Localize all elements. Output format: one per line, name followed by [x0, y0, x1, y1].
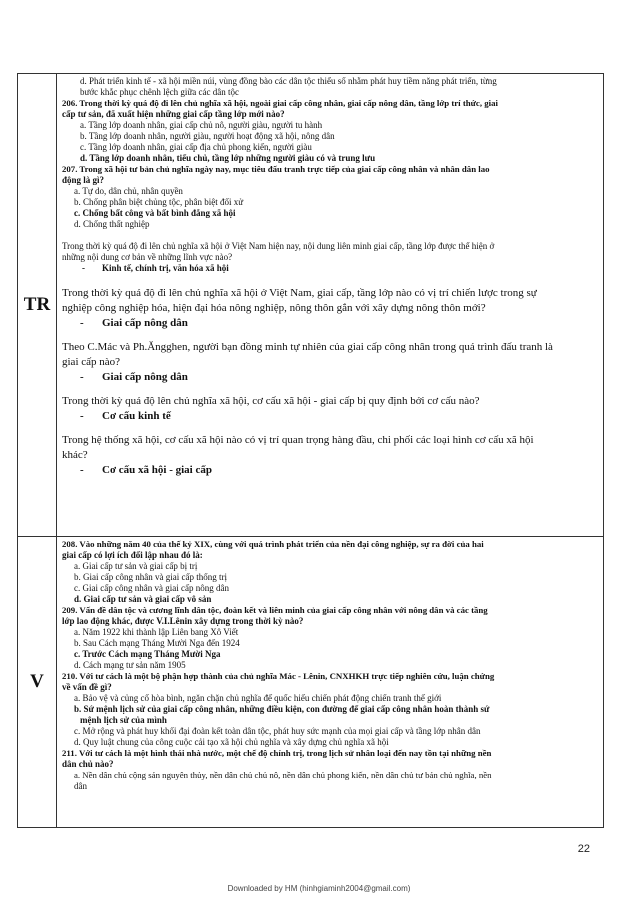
question-line: giai cấp có lợi ích đối lập nhau đó là: [62, 550, 203, 560]
option-line: a. Giai cấp tư sản và giai cấp bị trị [74, 561, 198, 571]
correct-option: c. Chống bất công và bất bình đẳng xã hội [74, 208, 236, 218]
question-line: khác? [62, 449, 88, 461]
answer-line: - Giai cấp nông dân [80, 317, 188, 329]
table-row [18, 537, 603, 827]
question-line: 209. Vấn đề dân tộc và cương lĩnh dân tộc, đoàn kết và liên minh của giai cấp công nhân với nông dân và các tầng [62, 605, 488, 615]
option-line: bước khắc phục chênh lệch giữa các dân tộc [80, 87, 239, 97]
question-line: động là gì? [62, 175, 105, 185]
option-line: a. Bảo vệ và củng cố hòa bình, ngăn chặn chủ nghĩa đế quốc hiếu chiến phát động chiến tranh thế giới [74, 693, 442, 703]
question-line: những nội dung cơ bản về những lĩnh vực nào? [62, 252, 233, 262]
question-line: 206. Trong thời kỳ quá độ đi lên chủ nghĩa xã hội, ngoài giai cấp công nhân, giai cấp nông dân, tầng lớp trí thức, giai [62, 98, 498, 108]
answer-line: - Kinh tế, chính trị, văn hóa xã hội [82, 263, 229, 273]
question-line: nghiệp công nghiệp hóa, hiện đại hóa nông nghiệp, nông thôn gắn với xây dựng nông thôn mới? [62, 302, 486, 314]
question-line: giai cấp nào? [62, 356, 121, 368]
correct-option: d. Giai cấp tư sản và giai cấp vô sản [74, 594, 212, 604]
option-line: c. Giai cấp công nhân và giai cấp nông dân [74, 583, 229, 593]
option-line: c. Mở rộng và phát huy khối đại đoàn kết toàn dân tộc, phát huy sức mạnh của mọi giai cấp và tầng lớp nhân dân [74, 726, 481, 736]
question-line: Trong thời kỳ quá độ đi lên chủ nghĩa xã hội ở Việt Nam, giai cấp, tầng lớp nào có vị trí chiến lược trong sự [62, 287, 537, 299]
row-label: TR [18, 74, 57, 536]
question-line: dân chủ nào? [62, 759, 114, 769]
question-line: Trong thời kỳ quá độ lên chủ nghĩa xã hội, cơ cấu xã hội - giai cấp bị quy định bởi cơ cấu nào? [62, 395, 480, 407]
answer-line: - Cơ cấu xã hội - giai cấp [80, 464, 212, 476]
question-line: Trong hệ thống xã hội, cơ cấu xã hội nào có vị trí quan trọng hàng đầu, chi phối các loại hình cơ cấu xã hội [62, 434, 534, 446]
question-line: 208. Vào những năm 40 của thế kỷ XIX, cùng với quá trình phát triển của nền đại công nghiệp, sự ra đời của hai [62, 539, 484, 549]
option-line: b. Sau Cách mạng Tháng Mười Nga đến 1924 [74, 638, 240, 648]
option-line: a. Tầng lớp doanh nhân, giai cấp chủ nô, người giàu, người tu hành [80, 120, 323, 130]
answer-line: - Giai cấp nông dân [80, 371, 188, 383]
correct-option: mệnh lịch sử của mình [80, 715, 167, 725]
question-line: 211. Với tư cách là một hình thái nhà nước, một chế độ chính trị, trong lịch sử nhân loại đến nay tồn tại những nền [62, 748, 492, 758]
question-line: Theo C.Mác và Ph.Ăngghen, người bạn đồng minh tự nhiên của giai cấp công nhân trong quá trình đấu tranh là [62, 341, 553, 353]
option-line: a. Tự do, dân chủ, nhân quyền [74, 186, 183, 196]
row-content [62, 76, 599, 478]
option-line: d. Quy luật chung của công cuộc cải tạo xã hội chủ nghĩa và xây dựng chủ nghĩa xã hội [74, 737, 389, 747]
answer-line: - Cơ cấu kinh tế [80, 410, 171, 422]
question-line: lớp lao động khác, được V.I.Lênin xây dựng trong thời kỳ nào? [62, 616, 304, 626]
question-line: cấp tư sản, đã xuất hiện những giai cấp tầng lớp mới nào? [62, 109, 285, 119]
question-line: về vấn đề gì? [62, 682, 112, 692]
download-footer: Downloaded by HM (hinhgiaminh2004@gmail.com) [227, 884, 411, 893]
option-line: dân [74, 781, 87, 791]
correct-option: d. Tầng lớp doanh nhân, tiểu chủ, tầng lớp những người giàu có và trung lưu [80, 153, 376, 163]
correct-option: c. Trước Cách mạng Tháng Mười Nga [74, 649, 221, 659]
option-line: a. Nền dân chủ cộng sản nguyên thủy, nền dân chủ chủ nô, nền dân chủ phong kiến, nền dân chủ tư bản chủ nghĩa, nền [74, 770, 492, 780]
option-line: a. Năm 1922 khi thành lập Liên bang Xô Viết [74, 627, 239, 637]
option-line: b. Chống phân biệt chủng tộc, phân biệt đối xử [74, 197, 244, 207]
correct-option: b. Sứ mệnh lịch sử của giai cấp công nhân, những điều kiện, con đường để giai cấp công nhân hoàn thành sứ [74, 704, 490, 714]
page-number: 22 [577, 843, 590, 855]
row-label: V [18, 537, 57, 827]
row-content [62, 539, 599, 792]
option-line: b. Giai cấp công nhân và giai cấp thống trị [74, 572, 227, 582]
option-line: d. Chống thất nghiệp [74, 219, 150, 229]
option-line: c. Tầng lớp doanh nhân, giai cấp địa chủ phong kiến, người giàu [80, 142, 312, 152]
question-line: 207. Trong xã hội tư bản chủ nghĩa ngày nay, mục tiêu đấu tranh trực tiếp của giai cấp công nhân và nhân dân lao [62, 164, 490, 174]
option-line: d. Phát triển kinh tế - xã hội miền núi, vùng đồng bào các dân tộc thiểu số nhằm phát huy tiềm năng phát triển, từng [80, 76, 497, 86]
question-line: Trong thời kỳ quá độ đi lên chủ nghĩa xã hội ở Việt Nam hiện nay, nội dung liên minh giai cấp, tầng lớp được thể hiện ở [62, 241, 495, 251]
question-line: 210. Với tư cách là một bộ phận hợp thành của chủ nghĩa Mác - Lênin, CNXHKH trực tiếp nghiên cứu, luận chứng [62, 671, 495, 681]
table-row [18, 74, 603, 537]
qa-table [17, 73, 604, 828]
option-line: d. Cách mạng tư sản năm 1905 [74, 660, 186, 670]
option-line: b. Tầng lớp doanh nhân, người giàu, người hoạt động xã hội, nông dân [80, 131, 335, 141]
